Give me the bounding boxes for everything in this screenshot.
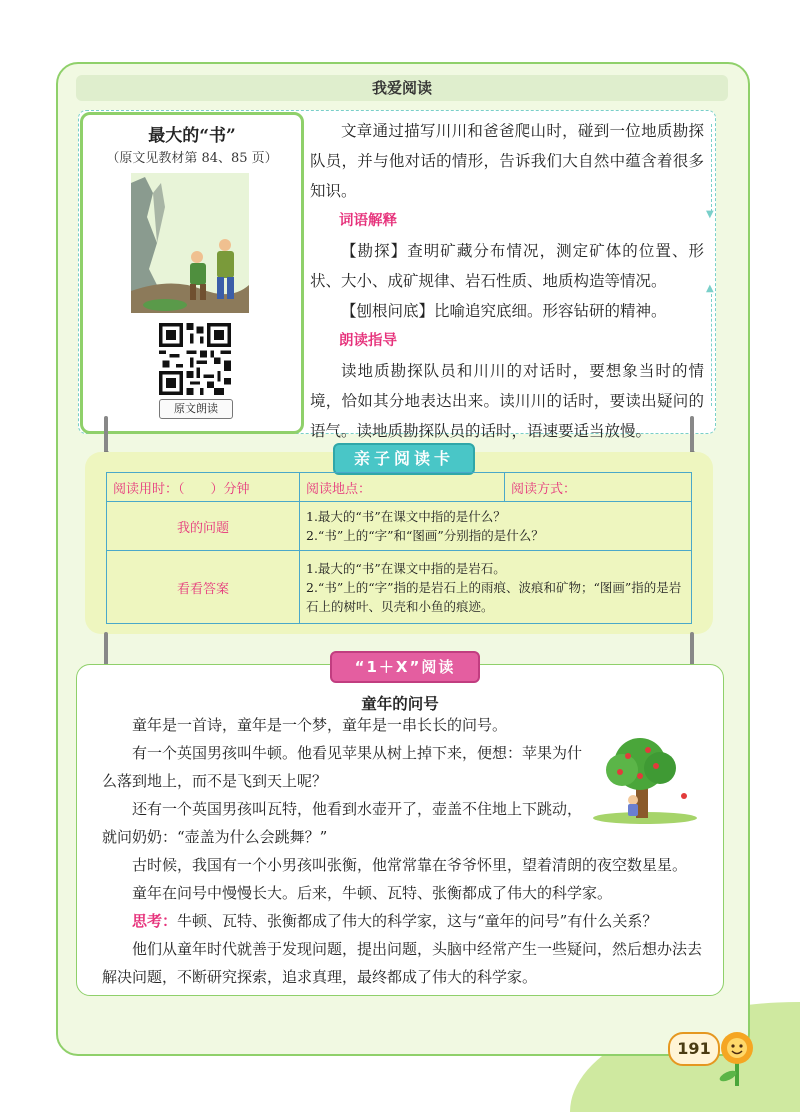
plus-reading-title: “1＋X”阅读 [330,651,480,683]
reading-intro: 文章通过描写川川和爸爸爬山时，碰到一位地质勘探队员，并与他对话的情形，告诉我们大自然中蕴含着很多知识。 [310,122,704,200]
answer-label: 看看答案 [107,551,300,624]
story-title: 童年的问号 [361,694,439,713]
story-paragraph: 古时候，我国有一个小男孩叫张衡，他常常靠在爷爷怀里，望着清朗的夜空数星星。 [132,856,688,874]
answer-cell [300,551,692,624]
section-title: 我爱阅读 [76,75,728,101]
question-cell [300,502,692,551]
answer-item: 1.最大的“书”在课文中指的是岩石。 [306,560,506,576]
guide-heading: 朗读指导 [339,333,397,349]
think-question-text: 牛顿、瓦特、张衡都成了伟大的科学家，这与“童年的问号”有什么关系？ [177,912,658,930]
think-label: 思考： [132,912,178,930]
qr-audio-label[interactable]: 原文朗读 [159,399,233,419]
story-text [102,711,716,991]
question-item: 2.“书”上的“字”和“图画”分别指的是什么？ [306,528,544,543]
vocab-item: 【刨根问底】比喻追究底细。形容钻研的精神。 [341,302,667,320]
think-answer: 他们从童年时代就善于发现问题，提出问题，头脑中经常产生一些疑问，然后想办法去解决问题，不断研究探索，追求真理，最终都成了伟大的科学家。 [102,940,703,986]
story-paragraph: 还有一个英国男孩叫瓦特，他看到水壶开了，壶盖不住地上下跳动，就问奶奶：“壶盖为什么会跳舞？” [102,800,583,846]
page-number: 191 [668,1032,720,1066]
story-paragraph: 童年在问号中慢慢长大。后来，牛顿、瓦特、张衡都成了伟大的科学家。 [132,884,613,902]
reading-text [310,116,704,446]
reading-time-field[interactable]: 阅读用时：（ ）分钟 [107,473,300,502]
binder-ring [690,416,694,454]
book-title: 最大的“书” [148,126,236,146]
flower-icon [710,1028,764,1088]
question-label: 我的问题 [107,502,300,551]
reading-place-field[interactable]: 阅读地点： [300,473,505,502]
book-source: （原文见教材第 84、85 页） [106,151,278,166]
story-paragraph: 有一个英国男孩叫牛顿。他看见苹果从树上掉下来，便想：苹果为什么落到地上，而不是飞到天上呢？ [102,744,583,790]
vocab-heading: 词语解释 [339,213,397,229]
answer-item: 2.“书”上的“字”指的是岩石上的雨痕、波痕和矿物；“图画”指的是岩石上的树叶、贝壳和小鱼的痕迹。 [306,579,682,614]
qr-code[interactable] [159,323,231,395]
arrow-down-icon: ▼ [706,209,714,220]
guide-text: 读地质勘探队员和川川的对话时，要想象当时的情境，恰如其分地表达出来。读川川的话时，要读出疑问的语气。读地质勘探队员的话时，语速要适当放慢。 [310,362,704,440]
story-paragraph: 童年是一首诗，童年是一个梦，童年是一串长长的问号。 [132,716,508,734]
arrow-up-icon: ▲ [706,283,714,294]
reading-card-title: 亲子阅读卡 [333,443,475,475]
question-item: 1.最大的“书”在课文中指的是什么？ [306,509,506,524]
reading-card-table [106,472,692,624]
reading-method-field[interactable]: 阅读方式： [505,473,692,502]
vocab-item: 【勘探】查明矿藏分布情况，测定矿体的位置、形状、大小、成矿规律、岩石性质、地质构造等情况。 [310,242,704,290]
book-card [80,112,304,434]
connector-line [711,294,712,406]
connector-line [711,124,712,212]
hiking-illustration [131,173,249,313]
binder-ring [104,416,108,454]
think-question [102,907,716,935]
